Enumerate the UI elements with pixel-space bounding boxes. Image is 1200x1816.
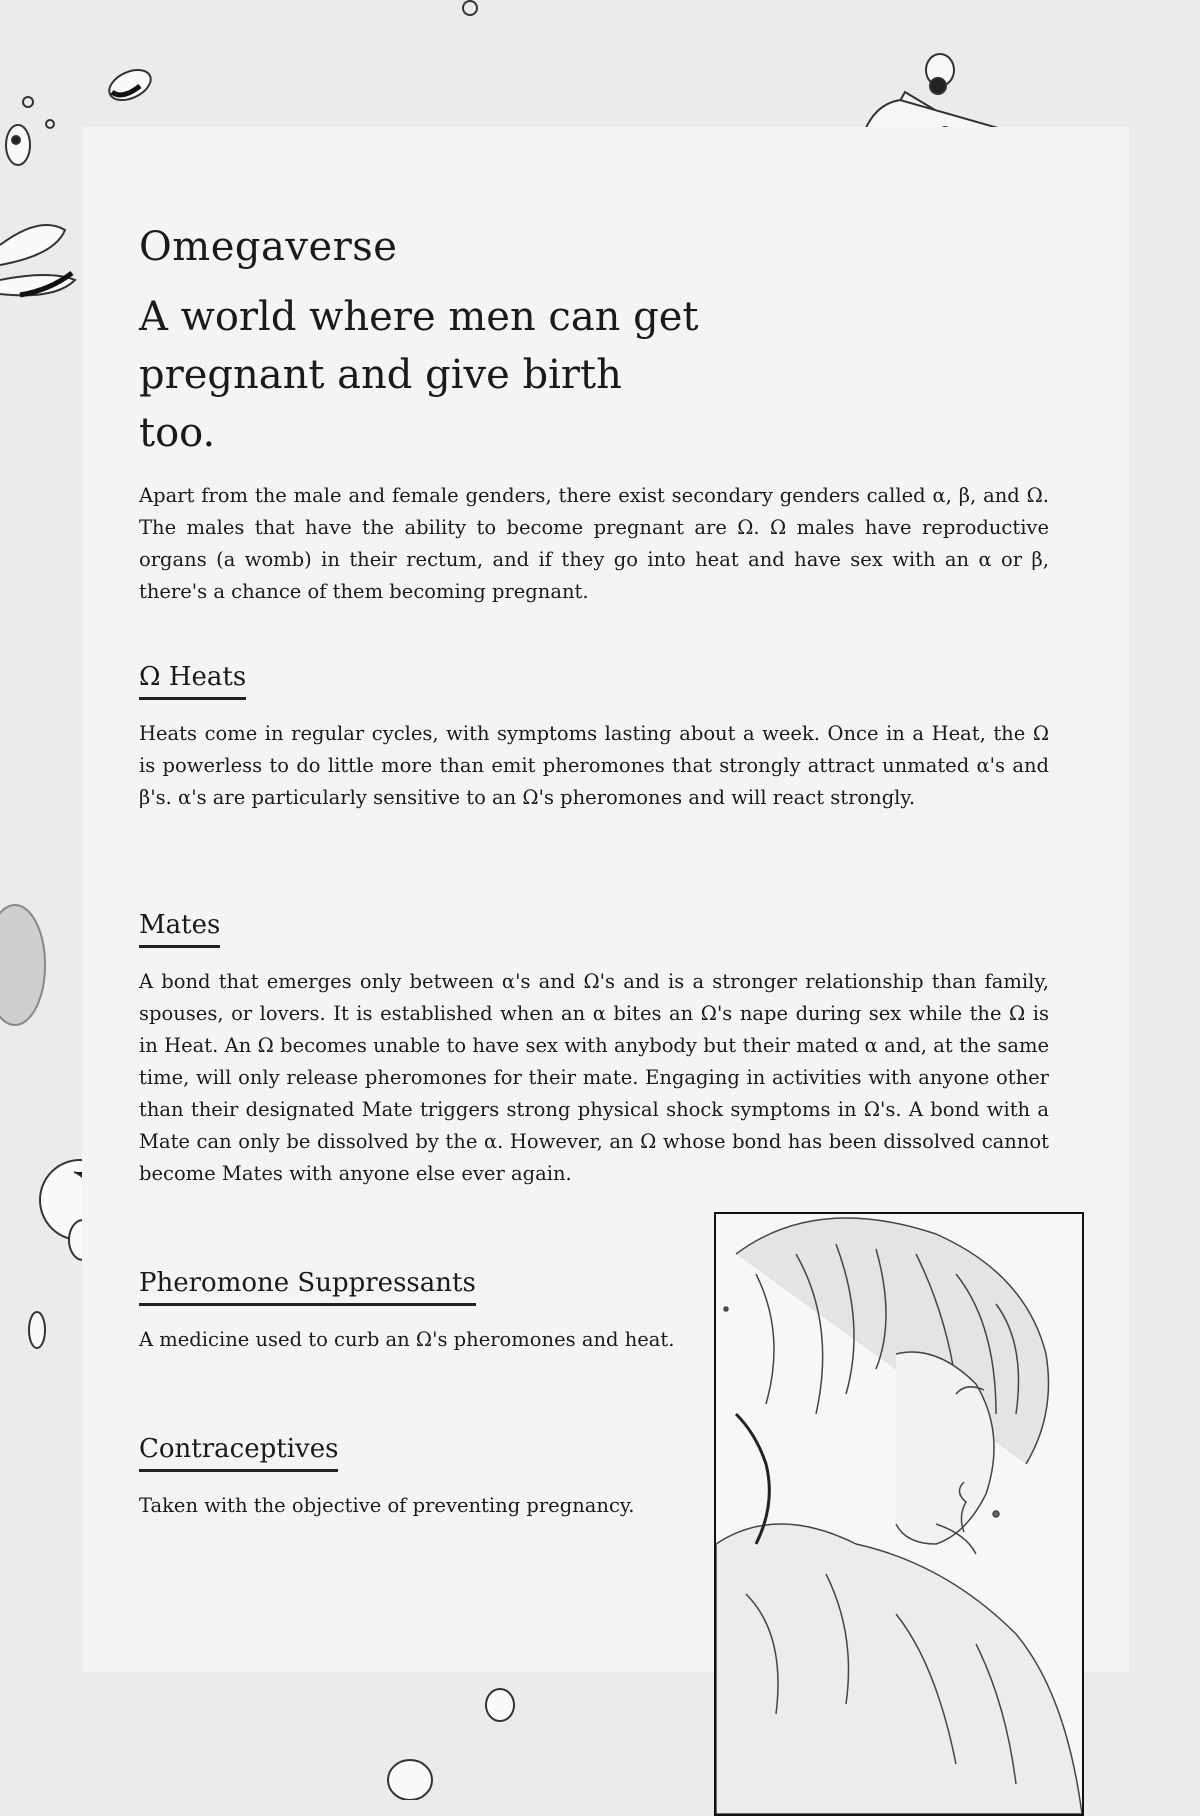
section-body-mates: A bond that emerges only between α's and Ω's and is a stronger relationship than family, spouses, or lovers. It is established when an α bites an Ω's nape during sex while the Ω is in Heat. An Ω becomes unable to have sex with anybody but their mated α and, at the same time, will only release pheromones for their mate. Engaging in activities with anyone other than their designated Mate triggers strong physical shock symptoms in Ω's. A bond with a Mate can only be dissolved by the α. However, an Ω whose bond has been dissolved cannot become Mates with anyone else ever again. [139,970,1049,1185]
section-heading-heats: Ω Heats [139,662,246,700]
section-heading-suppressants: Pheromone Suppressants [139,1268,476,1306]
section-body-suppressants: A medicine used to curb an Ω's pheromones and heat. [139,1328,675,1351]
character-illustration [716,1214,1082,1814]
manga-illustration-panel [714,1212,1084,1816]
section-heading-contraceptives: Contraceptives [139,1434,338,1472]
section-body-heats: Heats come in regular cycles, with symptoms lasting about a week. Once in a Heat, the Ω is powerless to do little more than emit pheromones that strongly attract unmated α's and β's. α's are particularly sensitive to an Ω's pheromones and will react strongly. [139,722,1049,809]
tagline: A world where men can get pregnant and give birth too. [139,294,699,456]
section-heading-mates: Mates [139,910,220,948]
page-title: Omegaverse [139,224,398,270]
section-heats [139,662,1049,814]
section-body-contraceptives: Taken with the objective of preventing pregnancy. [139,1494,635,1517]
intro-paragraph: Apart from the male and female genders, there exist secondary genders called α, β, and Ω. The males that have the ability to become pregnant are Ω. Ω males have reproductive organs (a womb) in their rectum, and if they go into heat and have sex with an α or β, there's a chance of them becoming pregnant. [139,484,1049,603]
section-contraceptives [139,1434,759,1522]
section-pheromone-suppressants [139,1268,759,1356]
section-mates [139,910,1049,1190]
intro-block [139,224,1049,608]
